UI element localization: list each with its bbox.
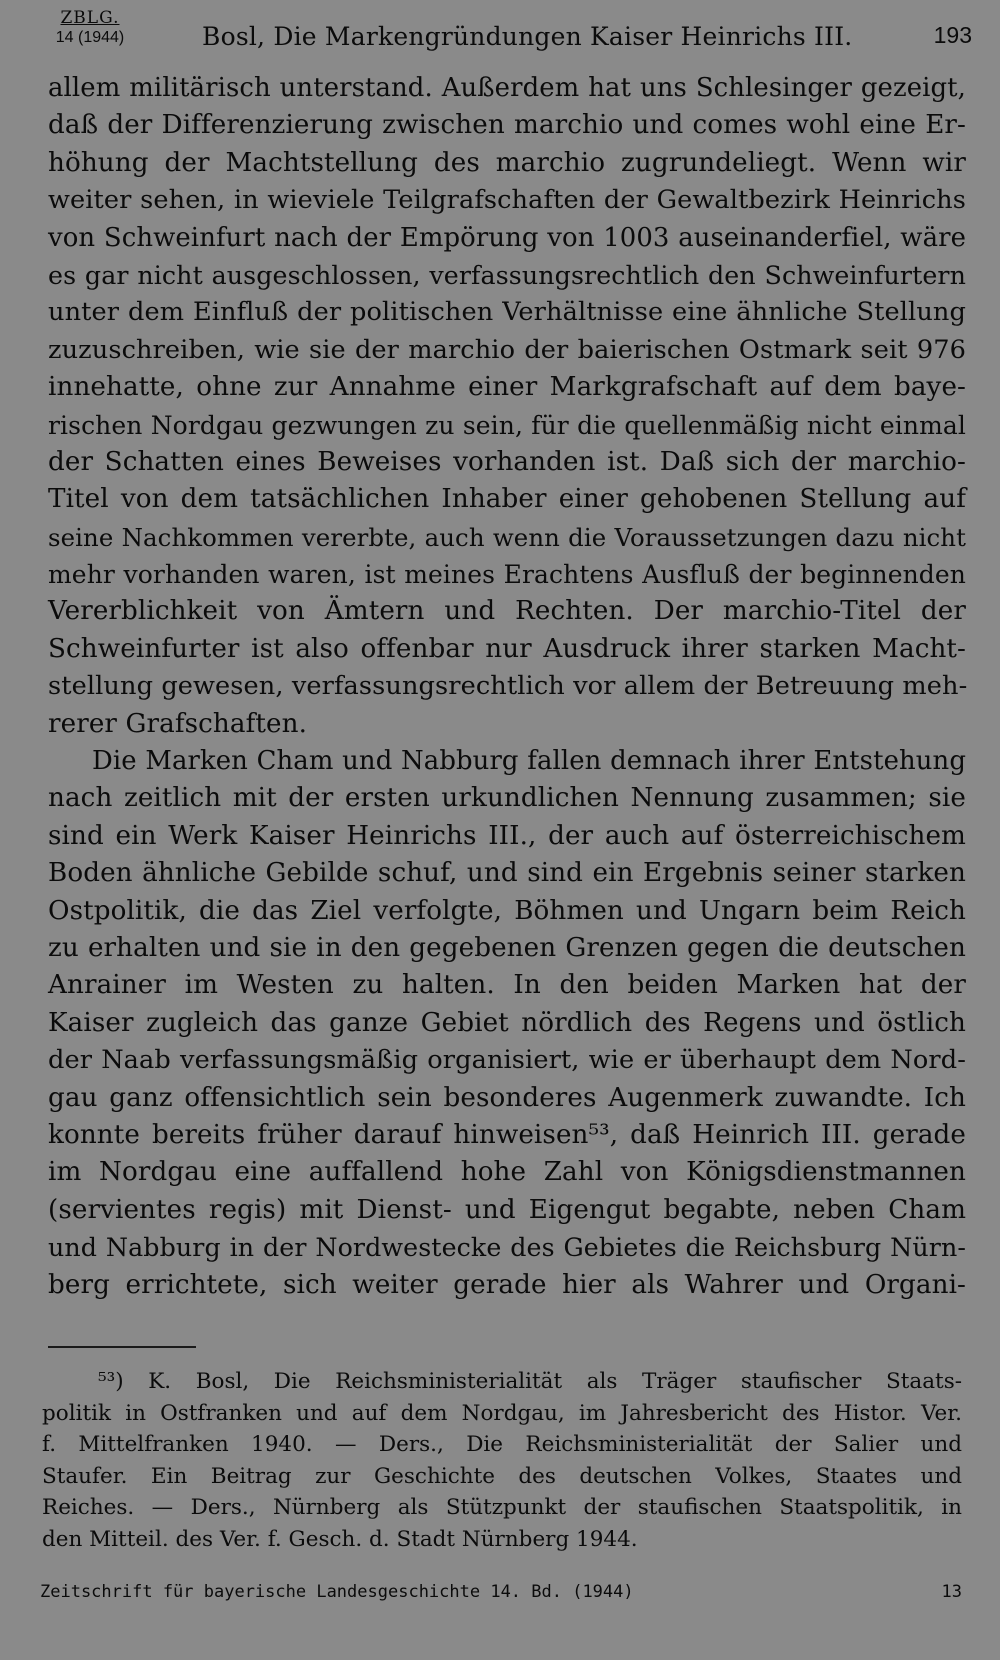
paragraph-start-line: Die Marken Cham und Nabburg fallen demnach ihrer Entstehung: [92, 746, 966, 777]
text-line: daß der Differenzierung zwischen marchio und comes wohl eine Er-: [48, 110, 966, 141]
page-number: 193: [933, 22, 972, 48]
text-line: mehr vorhanden waren, ist meines Erachtens Ausfluß der beginnenden: [48, 560, 966, 590]
journal-citation: [50, 8, 130, 48]
text-line: im Nordgau eine auffallend hohe Zahl von Königsdienstmannen: [48, 1157, 966, 1188]
text-line: der Naab verfassungsmäßig organisiert, wie er überhaupt dem Nord-: [48, 1045, 966, 1076]
text-line: zuzuschreiben, wie sie der marchio der baierischen Ostmark seit 976: [48, 334, 966, 365]
printer-signature: [40, 1582, 962, 1606]
text-line: rischen Nordgau gezwungen zu sein, für die quellenmäßig nicht einmal: [48, 410, 966, 440]
text-line: berg errichtete, sich weiter gerade hier als Wahrer und Organi-: [48, 1269, 966, 1300]
text-line: stellung gewesen, verfassungsrechtlich vor allem der Betreuung meh-: [48, 671, 968, 702]
text-line: nach zeitlich mit der ersten urkundlichen Nennung zusammen; sie: [48, 783, 966, 814]
text-line: Kaiser zugleich das ganze Gebiet nördlich des Regens und östlich: [48, 1007, 966, 1038]
text-line: Ostpolitik, die das Ziel verfolgte, Böhmen und Ungarn beim Reich: [48, 895, 966, 926]
text-line: von Schweinfurt nach der Empörung von 1003 auseinanderfiel, wäre: [48, 222, 966, 253]
text-line: der Schatten eines Beweises vorhanden ist. Daß sich der marchio-: [48, 446, 966, 477]
footnote-divider: [48, 1346, 196, 1348]
text-line: weiter sehen, in wieviele Teilgrafschaften der Gewaltbezirk Heinrichs: [48, 185, 966, 216]
journal-abbreviation: ZBLG.: [60, 8, 120, 28]
text-line: konnte bereits früher darauf hinweisen⁵³, daß Heinrich III. gerade: [48, 1119, 966, 1150]
text-line: seine Nachkommen vererbte, auch wenn die Voraussetzungen dazu nicht: [48, 522, 966, 552]
text-line: innehatte, ohne zur Annahme einer Markgrafschaft auf dem baye-: [48, 372, 966, 403]
text-line: Boden ähnliche Gebilde schuf, und sind ein Ergebnis seiner starken: [48, 858, 966, 889]
journal-volume: 14 (1944): [55, 29, 125, 46]
text-line: und Nabburg in der Nordwestecke des Gebietes die Reichsburg Nürn-: [48, 1233, 966, 1263]
text-line: Titel von dem tatsächlichen Inhaber einer gehobenen Stellung auf: [48, 484, 966, 515]
text-line: (servientes regis) mit Dienst- und Eigengut begabte, neben Cham: [48, 1194, 966, 1225]
paragraph-end-line: rerer Grafschaften.: [48, 708, 308, 739]
text-line: es gar nicht ausgeschlossen, verfassungsrechtlich den Schweinfurtern: [48, 260, 966, 290]
footnote-line: politik in Ostfranken und auf dem Nordgau, im Jahresbericht des Histor. Ver.: [42, 1400, 962, 1426]
running-head: [50, 8, 972, 60]
text-line: Schweinfurter ist also offenbar nur Ausdruck ihrer starken Macht-: [48, 633, 966, 664]
footnote-line: den Mitteil. des Ver. f. Gesch. d. Stadt Nürnberg 1944.: [42, 1526, 638, 1552]
body-text: [48, 70, 966, 1304]
text-line: unter dem Einfluß der politischen Verhältnisse eine ähnliche Stellung: [48, 297, 966, 328]
running-title: Bosl, Die Markengründungen Kaiser Heinrichs III.: [202, 22, 853, 51]
text-line: gau ganz offensichtlich sein besonderes Augenmerk zuwandte. Ich: [48, 1082, 966, 1113]
footnote-line: ⁵³) K. Bosl, Die Reichsministerialität als Träger staufischer Staats-: [98, 1369, 962, 1394]
footnote-line: Reiches. — Ders., Nürnberg als Stützpunkt der staufischen Staatspolitik, in: [42, 1495, 962, 1521]
footnote-line: Staufer. Ein Beitrag zur Geschichte des deutschen Volkes, Staates und: [42, 1463, 962, 1489]
text-line: zu erhalten und sie in den gegebenen Grenzen gegen die deutschen: [48, 932, 966, 963]
text-line: Vererblichkeit von Ämtern und Rechten. Der marchio-Titel der: [48, 596, 966, 627]
text-line: höhung der Machtstellung des marchio zugrundeliegt. Wenn wir: [48, 147, 966, 178]
footnote-line: f. Mittelfranken 1940. — Ders., Die Reichsministerialität der Salier und: [42, 1432, 962, 1458]
sheet-number: 13: [941, 1582, 962, 1602]
footnote: [42, 1366, 962, 1556]
signature-text: Zeitschrift für bayerische Landesgeschichte 14. Bd. (1944): [40, 1582, 634, 1602]
text-line: Anrainer im Westen zu halten. In den beiden Marken hat der: [48, 970, 966, 1001]
text-line: allem militärisch unterstand. Außerdem hat uns Schlesinger gezeigt,: [48, 73, 966, 103]
text-line: sind ein Werk Kaiser Heinrichs III., der auch auf österreichischem: [48, 820, 966, 851]
